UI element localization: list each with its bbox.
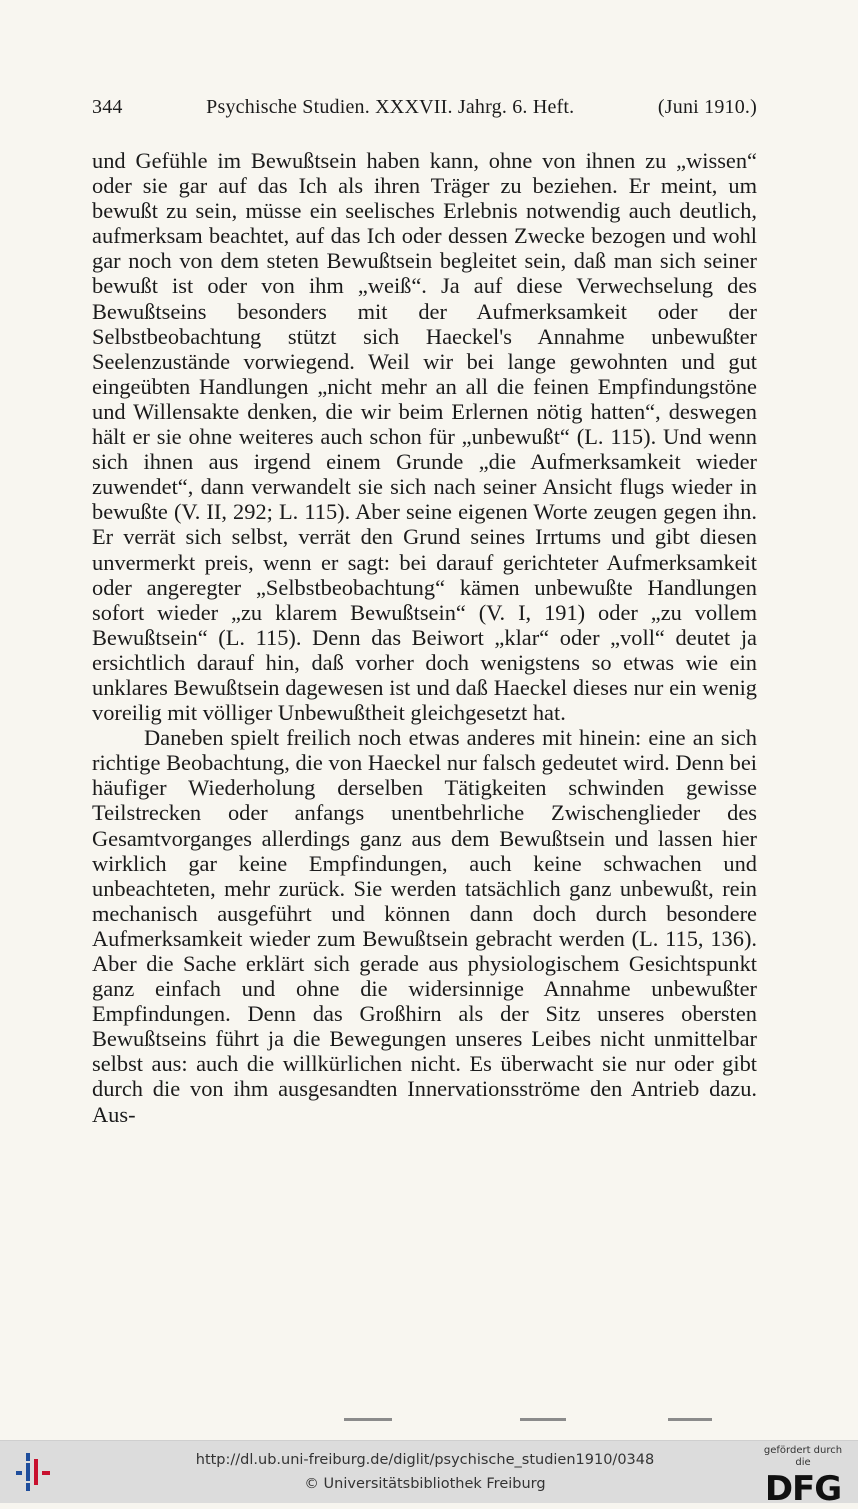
dfg-sponsor-logo bbox=[758, 1445, 848, 1509]
scan-artifact-mark bbox=[520, 1418, 566, 1421]
paragraph-1: und Gefühle im Bewußtsein haben kann, ohne von ihnen zu „wissen“ oder sie gar auf das Ich als ihren Träger zu beziehen. Er meint, um bewußt zu sein, müsse ein seelisches Erlebnis notwendig auch deutlich, aufmerksam beachtet, auf das Ich oder dessen Zwecke bezogen und wohl gar noch von dem steten Bewußtsein begleitet sein, daß man sich seiner bewußt ist oder von ihm „weiß“. Ja auf diese Verwechselung des Bewußtseins besonders mit der Aufmerksamkeit oder der Selbstbeobachtung stützt sich Haeckel's Annahme unbewußter Seelenzustände vorwiegend. Weil wir bei lange gewohnten und gut eingeübten Handlungen „nicht mehr an all die feinen Empfindungstöne und Willensakte denken, die wir beim Erlernen nötig hatten“, deswegen hält er sie ohne weiteres auch schon für „unbewußt“ (L. 115). Und wenn sich ihnen aus irgend einem Grunde „die Aufmerksamkeit wieder zuwendet“, dann verwandelt sie sich nach seiner Ansicht flugs wieder in bewußte (V. II, 292; L. 115). Aber seine eigenen Worte zeugen gegen ihn. Er verrät sich selbst, verrät den Grund seines Irrtums und gibt diesen unvermerkt preis, wenn er sagt: bei darauf gerichteter Aufmerksamkeit oder angeregter „Selbstbeobachtung“ kämen unbewußte Handlungen sofort wieder „zu klarem Bewußtsein“ (V. I, 191) oder „zu vollem Bewußtsein“ (L. 115). Denn das Beiwort „klar“ oder „voll“ deutet ja ersichtlich darauf hin, daß vorher doch wenigstens so etwas wie ein unklares Bewußtsein dagewesen ist und daß Haeckel dieses nur ein wenig voreilig mit völliger Unbewußtheit gleichgesetzt hat. bbox=[92, 148, 757, 726]
document-url[interactable]: http://dl.ub.uni-freiburg.de/diglit/psychische_studien1910/0348 bbox=[195, 1452, 655, 1468]
scan-artifact-mark bbox=[344, 1418, 392, 1421]
body-text bbox=[92, 148, 757, 1127]
copyright-notice: © Universitätsbibliothek Freiburg bbox=[304, 1476, 546, 1492]
sponsor-caption: gefördert durch die bbox=[763, 1445, 843, 1468]
running-title: Psychische Studien. XXXVII. Jahrg. 6. Heft. bbox=[206, 96, 575, 118]
paragraph-2: Daneben spielt freilich noch etwas anderes mit hinein: eine an sich richtige Beobachtung, die von Haeckel nur falsch gedeutet wird. Denn bei häufiger Wiederholung derselben Tätigkeiten schwinden gewisse Teilstrecken oder anfangs unentbehrliche Zwischenglieder des Gesamtvorganges allerdings ganz aus dem Bewußtsein und lassen hier wirklich gar keine Empfindungen, auch keine schwachen und unbeachteten, mehr zurück. Sie werden tatsächlich ganz unbewußt, rein mechanisch ausgeführt und können dann doch durch besondere Aufmerksamkeit wieder zum Bewußtsein gebracht werden (L. 115, 136). Aber die Sache erklärt sich gerade aus physiologischem Gesichtspunkt ganz einfach und ohne die widersinnige Annahme unbewußter Empfindungen. Denn das Großhirn als der Sitz unseres obersten Bewußtseins führt ja die Bewegungen unseres Leibes nicht unmittelbar selbst aus: auch die willkürlichen nicht. Es überwacht sie nur oder gibt durch die von ihm ausgesandten Innervationsströme den Antrieb dazu. Aus- bbox=[92, 725, 757, 1127]
running-header bbox=[92, 96, 757, 119]
issue-date: (Juni 1910.) bbox=[657, 96, 757, 118]
scan-artifact-mark bbox=[668, 1418, 712, 1421]
dfg-logo-text: DFG bbox=[764, 1469, 842, 1509]
library-logo-icon bbox=[14, 1451, 54, 1493]
viewer-footer bbox=[0, 1440, 858, 1509]
page-number: 344 bbox=[92, 96, 123, 118]
